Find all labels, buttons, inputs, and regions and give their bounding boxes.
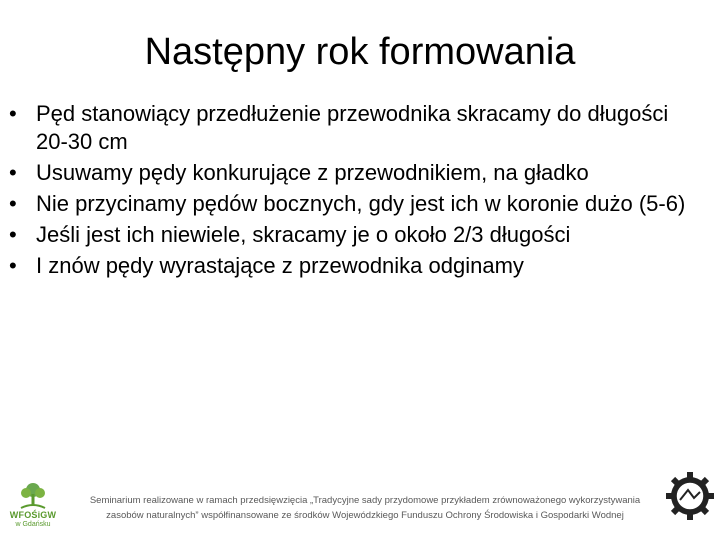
tree-icon	[3, 480, 63, 512]
bullet-dot: •	[9, 191, 17, 216]
bullet-item	[9, 100, 696, 156]
gear-icon	[664, 470, 716, 522]
bullet-dot: •	[9, 101, 17, 126]
gear-emblem-logo	[664, 470, 716, 522]
bullet-dot: •	[9, 253, 17, 278]
bullet-item	[9, 159, 696, 187]
bullet-item	[9, 252, 696, 280]
bullet-text: Jeśli jest ich niewiele, skracamy je o około 2/3 długości	[36, 222, 571, 247]
bullet-text: Pęd stanowiący przedłużenie przewodnika skracamy do długości 20-30 cm	[36, 101, 669, 154]
logo-subtitle: w Gdańsku	[15, 521, 51, 528]
bullet-dot: •	[9, 222, 17, 247]
bullet-dot: •	[9, 160, 17, 185]
bullet-item	[9, 221, 696, 249]
bullet-text: Usuwamy pędy konkurujące z przewodnikiem, na gładko	[36, 160, 589, 185]
bullet-text: Nie przycinamy pędów bocznych, gdy jest ich w koronie dużo (5-6)	[36, 191, 686, 216]
wfosigw-logo	[3, 480, 63, 532]
footer-text: Seminarium realizowane w ramach przedsięwzięcia „Tradycyjne sady przydomowe przykładem zrównoważonego wykorzystywania zasobów naturalnych” współfinansowane ze środków Wojewódzkiego Funduszu Ochrony Środowiska i Gospodarki Wodnej	[89, 495, 641, 521]
logo-name: WFOŚiGW	[9, 510, 57, 520]
bullet-text: I znów pędy wyrastające z przewodnika odginamy	[36, 253, 524, 278]
bullet-item	[9, 190, 696, 218]
slide-title: Następny rok formowania	[144, 31, 576, 73]
bullet-list	[9, 100, 696, 283]
